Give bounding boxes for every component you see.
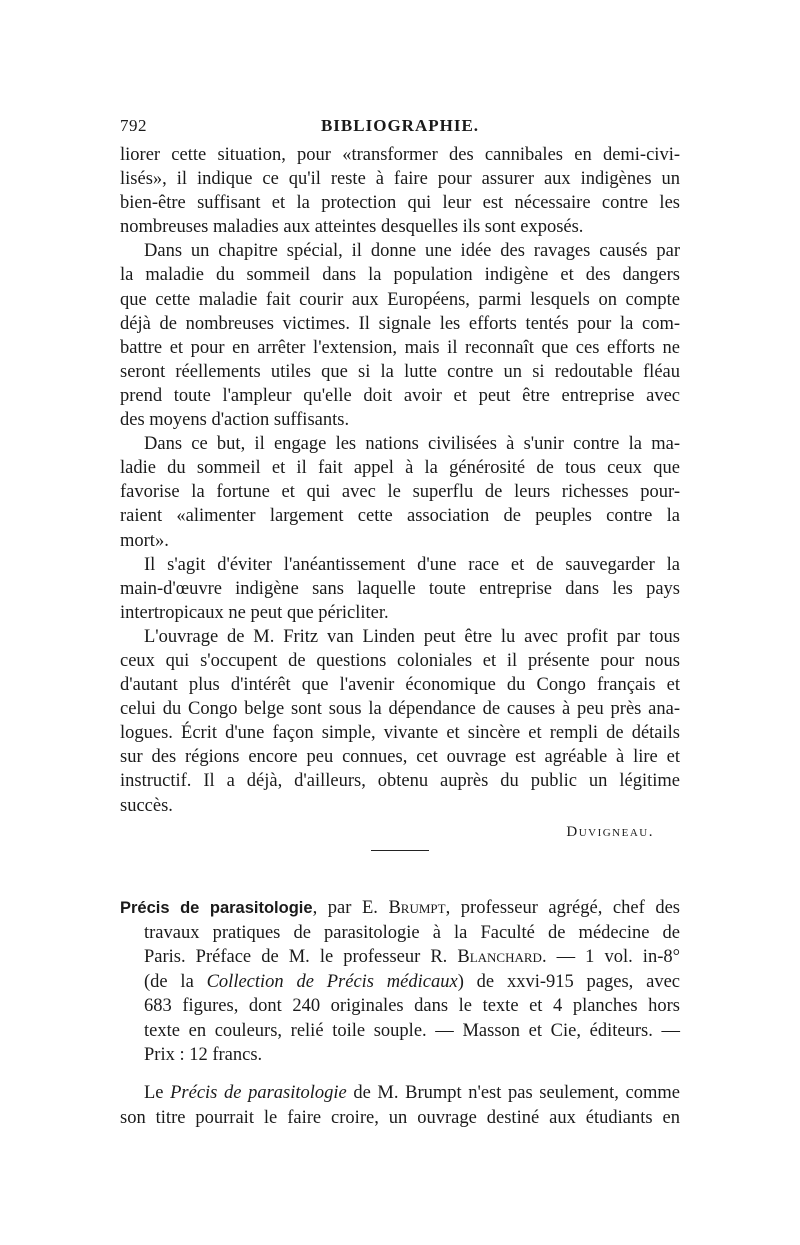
review-text-part: Le bbox=[144, 1083, 171, 1103]
collection-title: Collection de Précis médicaux bbox=[206, 971, 458, 992]
text-line: seront réellements utiles que si la lutte contre un si redoutable fléau bbox=[120, 361, 680, 382]
text-line: ceux qui s'occupent de questions coloniales et il présente pour nous bbox=[120, 650, 680, 671]
text-line: prend toute l'ampleur qu'elle doit avoir et peut être entreprise avec bbox=[120, 385, 680, 406]
text-line: la maladie du sommeil dans la population indigène et des dangers bbox=[120, 265, 680, 286]
text-line: ladie du sommeil et il fait appel à la générosité de tous ceux que bbox=[120, 458, 680, 479]
text-line: raient «alimenter largement cette association de peuples contre la bbox=[120, 506, 680, 527]
text-line: des moyens d'action suffisants. bbox=[120, 410, 350, 431]
page-number: 792 bbox=[120, 116, 147, 135]
text-line: déjà de nombreuses victimes. Il signale les efforts tentés pour la com- bbox=[120, 313, 680, 334]
text-line: nombreuses maladies aux atteintes desquelles ils sont exposés. bbox=[120, 217, 584, 238]
entry-text: . — 1 vol. in-8° bbox=[541, 947, 681, 967]
text-line: lisés», il indique ce qu'il reste à faire pour assurer aux indigènes un bbox=[120, 169, 680, 190]
book-title-italic: Précis de parasitologie bbox=[170, 1083, 347, 1103]
text-line: mort». bbox=[120, 530, 169, 551]
entry-text: , par E. bbox=[312, 898, 389, 918]
entry-line: texte en couleurs, relié toile souple. — Masson et Cie, éditeurs. — bbox=[144, 1020, 680, 1041]
book-title: Précis de parasitologie bbox=[120, 899, 313, 917]
reviewer-signature bbox=[120, 824, 654, 841]
entry-line: 683 figures, dont 240 originales dans le texte et 4 planches hors bbox=[144, 996, 680, 1016]
text-line: battre et pour en arrêter l'extension, mais il reconnaît que ces efforts ne bbox=[120, 337, 680, 358]
entry-line: Prix : 12 francs. bbox=[144, 1045, 263, 1065]
review-text bbox=[120, 1081, 680, 1130]
entry-line bbox=[120, 970, 680, 995]
review-text-continued bbox=[120, 143, 680, 818]
text-line bbox=[120, 1081, 680, 1106]
text-line: intertropicaux ne peut que péricliter. bbox=[120, 602, 389, 623]
section-divider bbox=[371, 850, 429, 851]
book-entry bbox=[120, 896, 680, 1068]
signature-text: Duvigneau. bbox=[566, 824, 654, 840]
text-line: main-d'œuvre indigène sans laquelle toute entreprise dans les pays bbox=[120, 578, 680, 599]
text-line: Il s'agit d'éviter l'anéantissement d'une race et de sauvegarder la bbox=[144, 554, 680, 575]
text-line: Dans un chapitre spécial, il donne une idée des ravages causés par bbox=[144, 241, 680, 262]
text-line: favorise la fortune et qui avec le superflu de leurs richesses pour- bbox=[120, 482, 680, 503]
text-line: Dans ce but, il engage les nations civilisées à s'unir contre la ma- bbox=[144, 434, 680, 455]
entry-text: , professeur agrégé, chef des bbox=[445, 898, 680, 918]
preface-author: Blanchard bbox=[457, 947, 542, 967]
text-line: logues. Écrit d'une façon simple, vivante et sincère et rempli de détails bbox=[120, 723, 680, 744]
text-line: que cette maladie fait courir aux Européens, parmi lesquels on compte bbox=[120, 289, 680, 310]
entry-line: travaux pratiques de parasitologie à la Faculté de médecine de bbox=[144, 922, 680, 943]
running-title: BIBLIOGRAPHIE. bbox=[320, 116, 480, 135]
text-line: d'autant plus d'intérêt que l'avenir économique du Congo français et bbox=[120, 675, 680, 696]
text-line: succès. bbox=[120, 795, 173, 816]
page-header bbox=[120, 116, 680, 140]
text-line: liorer cette situation, pour «transformer des cannibales en demi-civi- bbox=[120, 145, 680, 165]
text-line: bien-être suffisant et la protection qui leur est nécessaire contre les bbox=[120, 193, 680, 214]
entry-line bbox=[120, 896, 680, 921]
text-line: instructif. Il a déjà, d'ailleurs, obtenu auprès du public un légitime bbox=[120, 771, 680, 792]
book-author: Brumpt bbox=[388, 898, 446, 918]
text-line: son titre pourrait le faire croire, un ouvrage destiné aux étudiants en bbox=[120, 1107, 680, 1128]
entry-line bbox=[120, 945, 680, 970]
entry-text: ) de xxvi-915 pages, avec bbox=[457, 971, 680, 992]
entry-text: Paris. Préface de M. le professeur R. bbox=[144, 947, 458, 967]
text-line: L'ouvrage de M. Fritz van Linden peut être lu avec profit par tous bbox=[144, 626, 680, 647]
text-line: sur des régions encore peu connues, cet ouvrage est agréable à lire et bbox=[120, 747, 680, 768]
review-text-part: de M. Brumpt n'est pas seulement, comme bbox=[346, 1083, 680, 1103]
entry-text: (de la bbox=[144, 971, 207, 992]
text-line: celui du Congo belge sont sous la dépendance de causes à peu près ana- bbox=[120, 699, 680, 720]
